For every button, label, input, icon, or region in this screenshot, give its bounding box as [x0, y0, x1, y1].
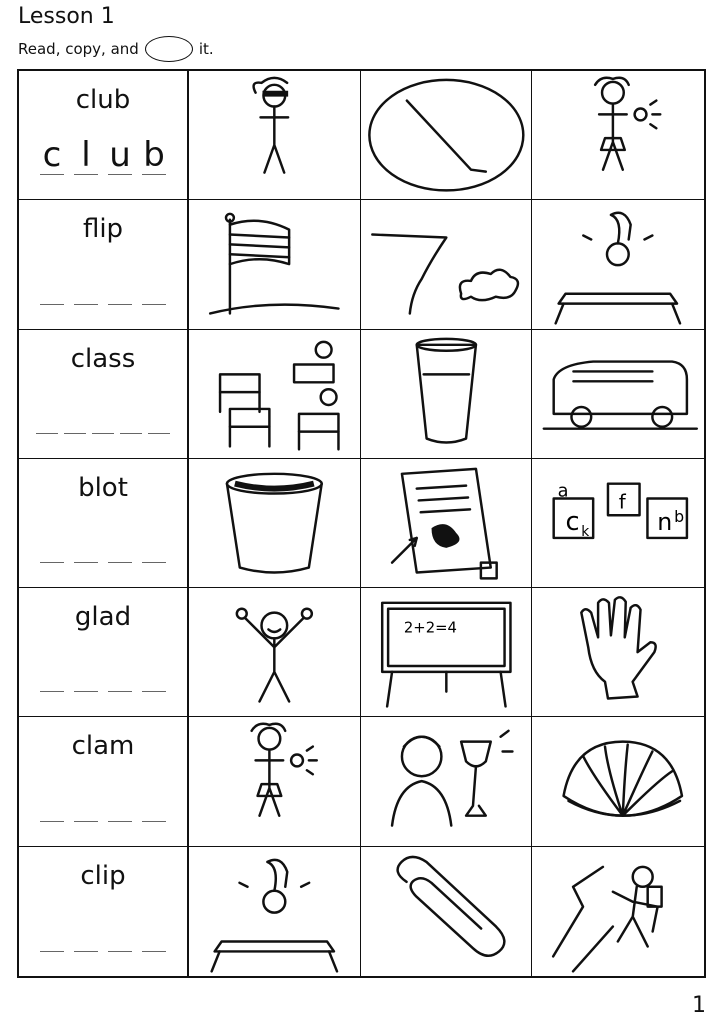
word-cell: [19, 200, 189, 329]
person-clapping-icon: [189, 717, 360, 845]
letter-blank[interactable]: [120, 403, 142, 434]
clam-shell-icon: [532, 717, 704, 845]
letter-blank[interactable]: [36, 403, 58, 434]
letter-blank[interactable]: [108, 135, 132, 176]
happy-person-icon: [189, 588, 360, 716]
picture-cell[interactable]: [532, 330, 704, 459]
letter-blank[interactable]: [108, 532, 132, 563]
word-cell: [19, 71, 189, 200]
letter-blank[interactable]: [40, 135, 64, 176]
letter-blank[interactable]: [40, 274, 64, 305]
svg-text:n: n: [657, 507, 673, 536]
page-number: 1: [692, 993, 706, 1018]
copy-blanks[interactable]: [33, 791, 173, 822]
letter-blank[interactable]: [40, 532, 64, 563]
vocab-word: clip: [80, 860, 126, 891]
circle-oval-icon: [145, 36, 193, 62]
glass-icon: [361, 330, 532, 458]
golf-club-icon: [361, 71, 532, 199]
letter-blank[interactable]: [142, 532, 166, 563]
picture-cell[interactable]: [361, 717, 533, 846]
svg-text:b: b: [674, 507, 685, 527]
letter-blank[interactable]: [142, 661, 166, 692]
instruction-text-end: it.: [198, 40, 214, 58]
copy-blanks[interactable]: [33, 135, 173, 176]
svg-text:2+2=4: 2+2=4: [403, 619, 457, 637]
glove-icon: [532, 588, 704, 716]
letter-blocks-icon: [532, 459, 704, 587]
trampoline-flip-icon: [532, 200, 704, 328]
letter-blank[interactable]: [74, 791, 98, 822]
picture-cell[interactable]: [189, 588, 361, 717]
picture-cell[interactable]: [361, 847, 533, 976]
picture-cell[interactable]: [189, 200, 361, 329]
trampoline-flip-icon: [189, 847, 360, 976]
copy-blanks[interactable]: [33, 661, 173, 692]
vocab-word: clam: [71, 731, 135, 762]
instruction-text: Read, copy, and: [18, 40, 139, 58]
picture-cell[interactable]: [532, 459, 704, 588]
svg-text:k: k: [581, 523, 590, 540]
letter-blank[interactable]: [142, 921, 166, 952]
picture-cell[interactable]: [189, 330, 361, 459]
picture-cell[interactable]: [189, 717, 361, 846]
picture-cell[interactable]: [532, 588, 704, 717]
picture-cell[interactable]: [361, 71, 533, 200]
picture-cell[interactable]: [189, 459, 361, 588]
letter-blank[interactable]: [40, 791, 64, 822]
letter-blank[interactable]: [142, 274, 166, 305]
blindfolded-person-icon: [189, 71, 360, 199]
copied-letter: b: [143, 135, 165, 176]
letter-blank[interactable]: [74, 661, 98, 692]
letter-blank[interactable]: [64, 403, 86, 434]
letter-blank[interactable]: [40, 661, 64, 692]
word-cell: [19, 330, 189, 459]
picture-cell[interactable]: [361, 330, 533, 459]
classroom-desks-icon: [189, 330, 360, 458]
picture-cell[interactable]: [361, 200, 533, 329]
vocab-word: blot: [78, 472, 128, 503]
copy-blanks[interactable]: [33, 403, 173, 434]
instructions: [18, 36, 214, 62]
paper-clip-icon: [361, 847, 532, 976]
letter-blank[interactable]: [108, 791, 132, 822]
svg-text:c: c: [565, 506, 580, 537]
picture-cell[interactable]: [189, 847, 361, 976]
copied-letter: c: [42, 135, 62, 176]
copied-letter: l: [81, 135, 91, 176]
flower-pot-icon: [189, 459, 360, 587]
word-cell: [19, 847, 189, 976]
letter-blank[interactable]: [108, 661, 132, 692]
picture-cell[interactable]: [361, 588, 533, 717]
letter-blank[interactable]: [108, 921, 132, 952]
vocab-word: club: [75, 85, 131, 115]
copy-blanks[interactable]: [33, 532, 173, 563]
picture-cell[interactable]: [532, 200, 704, 329]
ink-blot-paper-icon: [361, 459, 532, 587]
chalkboard-icon: [361, 588, 532, 716]
vocab-word: class: [70, 343, 136, 374]
picture-cell[interactable]: [532, 717, 704, 846]
letter-blank[interactable]: [92, 403, 114, 434]
picture-cell[interactable]: [532, 847, 704, 976]
svg-text:a: a: [557, 481, 569, 502]
word-cell: [19, 459, 189, 588]
man-trophy-icon: [361, 717, 532, 845]
letter-blank[interactable]: [74, 274, 98, 305]
picture-cell[interactable]: [532, 71, 704, 200]
flag-icon: [189, 200, 360, 328]
letter-blank[interactable]: [142, 135, 166, 176]
cliff-cloud-icon: [361, 200, 532, 328]
letter-blank[interactable]: [108, 274, 132, 305]
climber-icon: [532, 847, 704, 976]
letter-blank[interactable]: [142, 791, 166, 822]
lesson-title: Lesson 1: [18, 4, 115, 29]
person-clapping-icon: [532, 71, 704, 199]
svg-text:f: f: [619, 490, 627, 514]
copy-blanks[interactable]: [33, 921, 173, 952]
word-cell: [19, 717, 189, 846]
picture-cell[interactable]: [361, 459, 533, 588]
picture-cell[interactable]: [189, 71, 361, 200]
copy-blanks[interactable]: [33, 274, 173, 305]
letter-blank[interactable]: [74, 921, 98, 952]
letter-blank[interactable]: [148, 403, 170, 434]
letter-blank[interactable]: [40, 921, 64, 952]
worksheet-grid: [17, 69, 706, 978]
vocab-word: glad: [74, 602, 132, 633]
vocab-word: flip: [82, 214, 124, 245]
letter-blank[interactable]: [74, 532, 98, 563]
copied-letter: u: [109, 135, 131, 176]
word-cell: [19, 588, 189, 717]
bus-icon: [532, 330, 704, 458]
letter-blank[interactable]: [74, 135, 98, 176]
